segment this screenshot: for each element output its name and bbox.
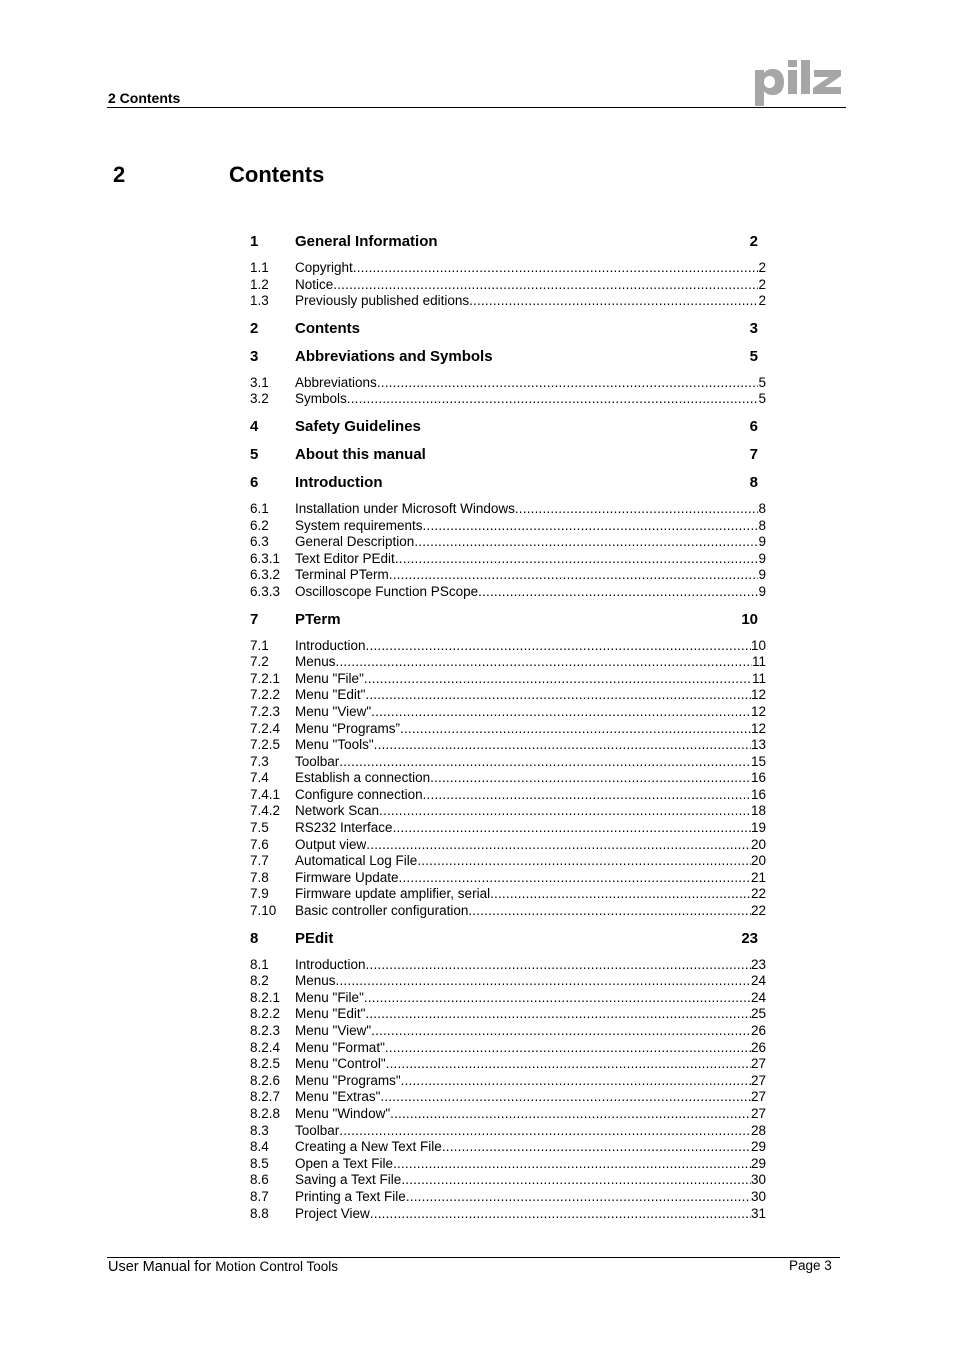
toc-chapter-entry bbox=[250, 232, 766, 251]
toc-dot-leader bbox=[423, 518, 759, 535]
toc-dot-leader bbox=[385, 1040, 751, 1057]
toc-dot-leader bbox=[406, 1189, 751, 1206]
toc-entry-page: 23 bbox=[750, 956, 766, 972]
toc-dot-leader bbox=[468, 903, 751, 920]
toc-section-entry bbox=[250, 687, 766, 704]
toc-section-entry bbox=[250, 721, 766, 738]
toc-entry-title: Notice bbox=[295, 276, 334, 292]
toc-section-entry bbox=[250, 1056, 766, 1073]
toc-section-entry bbox=[250, 957, 766, 974]
toc-entry-page: 21 bbox=[750, 869, 766, 885]
toc-entry-page: 24 bbox=[750, 989, 766, 1005]
toc-entry-number: 8.5 bbox=[250, 1155, 269, 1171]
toc-entry-title: Output view bbox=[295, 836, 367, 852]
toc-section-entry bbox=[250, 1172, 766, 1189]
toc-dot-leader bbox=[515, 501, 759, 518]
toc-entry-title: Introduction bbox=[295, 473, 383, 491]
toc-entry-title: About this manual bbox=[295, 445, 426, 463]
toc-entry-title: RS232 Interface bbox=[295, 820, 393, 836]
toc-chapter-entry bbox=[250, 319, 766, 338]
toc-entry-number: 7.4.2 bbox=[250, 803, 281, 819]
toc-entry-page: 9 bbox=[758, 534, 766, 550]
toc-entry-number: 8.2.6 bbox=[250, 1072, 281, 1088]
toc-dot-leader bbox=[386, 1056, 751, 1073]
toc-dot-leader bbox=[490, 886, 751, 903]
toc-entry-number: 6.3.1 bbox=[250, 550, 281, 566]
toc-entry-page: 2 bbox=[758, 260, 766, 275]
toc-entry-number: 1.3 bbox=[250, 293, 269, 309]
toc-section-entry bbox=[250, 837, 766, 854]
header-rule bbox=[107, 107, 846, 108]
toc-entry-number: 8.2.5 bbox=[250, 1056, 281, 1072]
toc-entry-title: System requirements bbox=[295, 517, 423, 533]
table-of-contents bbox=[250, 232, 766, 1222]
toc-entry-number: 2 bbox=[250, 319, 259, 337]
toc-entry-page: 7 bbox=[749, 445, 758, 463]
toc-dot-leader bbox=[339, 754, 751, 771]
toc-section-entry bbox=[250, 1023, 766, 1040]
toc-dot-leader bbox=[366, 837, 751, 854]
toc-entry-title: Menu "Edit" bbox=[295, 1006, 366, 1022]
toc-entry-number: 6.3.3 bbox=[250, 583, 281, 599]
toc-entry-title: Oscilloscope Function PScope bbox=[295, 583, 479, 599]
toc-entry-page: 2 bbox=[749, 233, 758, 250]
toc-dot-leader bbox=[339, 1123, 751, 1140]
toc-entry-page: 8 bbox=[758, 517, 766, 533]
toc-dot-leader bbox=[374, 737, 751, 754]
toc-entry-number: 8.1 bbox=[250, 956, 269, 972]
toc-entry-number: 7.4 bbox=[250, 770, 269, 786]
toc-section-entry bbox=[250, 973, 766, 990]
toc-dot-leader bbox=[417, 853, 751, 870]
toc-dot-leader bbox=[336, 654, 752, 671]
pilz-logo bbox=[752, 58, 844, 110]
running-header-section: 2 Contents bbox=[108, 90, 181, 106]
toc-entry-title: Menu "Format" bbox=[295, 1039, 385, 1055]
toc-section-entry bbox=[250, 654, 766, 671]
toc-entry-page: 8 bbox=[749, 473, 758, 491]
toc-section-entry bbox=[250, 1206, 766, 1223]
toc-entry-title: Toolbar bbox=[295, 1122, 340, 1138]
toc-entry-title: Creating a New Text File bbox=[295, 1139, 442, 1155]
toc-entry-number: 6 bbox=[250, 473, 259, 491]
toc-entry-page: 30 bbox=[750, 1172, 766, 1188]
toc-entry-title: General Description bbox=[295, 534, 415, 550]
toc-dot-leader bbox=[364, 990, 751, 1007]
toc-entry-number: 7.2 bbox=[250, 654, 269, 670]
toc-entry-number: 1 bbox=[250, 233, 259, 250]
toc-dot-leader bbox=[380, 1089, 751, 1106]
toc-entry-page: 23 bbox=[741, 929, 758, 947]
toc-entry-number: 7.9 bbox=[250, 886, 269, 902]
toc-entry-page: 31 bbox=[750, 1205, 766, 1221]
toc-section-entry bbox=[250, 567, 766, 584]
toc-entry-title: Terminal PTerm bbox=[295, 567, 389, 583]
toc-section-entry bbox=[250, 737, 766, 754]
toc-entry-title: Automatical Log File bbox=[295, 853, 418, 869]
toc-entry-page: 12 bbox=[750, 687, 766, 703]
toc-entry-number: 8.4 bbox=[250, 1139, 269, 1155]
toc-entry-title: Toolbar bbox=[295, 753, 340, 769]
toc-entry-number: 5 bbox=[250, 445, 259, 463]
toc-entry-number: 3.2 bbox=[250, 391, 269, 407]
toc-dot-leader bbox=[333, 277, 758, 294]
toc-dot-leader bbox=[365, 687, 751, 704]
toc-entry-title: Abbreviations and Symbols bbox=[295, 347, 493, 365]
toc-dot-leader bbox=[399, 870, 751, 887]
toc-dot-leader bbox=[442, 1139, 751, 1156]
toc-entry-title: Introduction bbox=[295, 956, 366, 972]
toc-entry-title: PEdit bbox=[295, 929, 334, 947]
footer-title-product: Motion Control Tools bbox=[215, 1259, 338, 1274]
toc-entry-number: 1.1 bbox=[250, 260, 269, 275]
toc-entry-page: 25 bbox=[750, 1006, 766, 1022]
toc-dot-leader bbox=[379, 803, 751, 820]
toc-entry-number: 6.1 bbox=[250, 500, 269, 516]
toc-entry-title: Installation under Microsoft Windows bbox=[295, 500, 515, 516]
toc-section-entry bbox=[250, 293, 766, 310]
toc-dot-leader bbox=[401, 1172, 751, 1189]
toc-section-entry bbox=[250, 277, 766, 294]
toc-section-entry bbox=[250, 1139, 766, 1156]
toc-entry-page: 22 bbox=[750, 903, 766, 919]
toc-entry-title: Menu "File" bbox=[295, 989, 364, 1005]
toc-entry-page: 11 bbox=[751, 670, 766, 686]
toc-entry-page: 26 bbox=[750, 1023, 766, 1038]
toc-section-entry bbox=[250, 1073, 766, 1090]
toc-section-entry bbox=[250, 770, 766, 787]
toc-section-entry bbox=[250, 260, 766, 277]
toc-entry-title: Firmware update amplifier, serial bbox=[295, 886, 491, 902]
toc-entry-title: Previously published editions bbox=[295, 293, 470, 309]
toc-entry-number: 6.3 bbox=[250, 534, 269, 550]
toc-dot-leader bbox=[366, 638, 751, 655]
toc-section-entry bbox=[250, 853, 766, 870]
toc-dot-leader bbox=[371, 1023, 751, 1040]
toc-entry-page: 16 bbox=[750, 786, 766, 802]
toc-entry-title: Saving a Text File bbox=[295, 1172, 402, 1188]
toc-entry-title: Menu "Extras" bbox=[295, 1089, 381, 1105]
toc-entry-number: 4 bbox=[250, 417, 259, 435]
toc-entry-number: 6.2 bbox=[250, 517, 269, 533]
toc-entry-page: 26 bbox=[750, 1039, 766, 1055]
toc-section-entry bbox=[250, 1040, 766, 1057]
toc-chapter-entry bbox=[250, 445, 766, 464]
toc-entry-title: Menu "Control" bbox=[295, 1056, 386, 1072]
toc-entry-page: 8 bbox=[758, 500, 766, 516]
toc-dot-leader bbox=[469, 293, 758, 310]
toc-section-entry bbox=[250, 501, 766, 518]
toc-entry-page: 9 bbox=[758, 583, 766, 599]
toc-entry-number: 8.2.3 bbox=[250, 1023, 281, 1038]
toc-entry-number: 7.4.1 bbox=[250, 786, 281, 802]
toc-dot-leader bbox=[353, 260, 759, 277]
toc-entry-page: 3 bbox=[749, 319, 758, 337]
toc-entry-title: Establish a connection bbox=[295, 770, 431, 786]
toc-entry-page: 5 bbox=[758, 391, 766, 407]
toc-entry-page: 20 bbox=[750, 853, 766, 869]
toc-section-entry bbox=[250, 1189, 766, 1206]
toc-entry-number: 8.3 bbox=[250, 1122, 269, 1138]
toc-entry-page: 27 bbox=[750, 1089, 766, 1105]
toc-entry-title: Symbols bbox=[295, 391, 347, 407]
toc-entry-number: 3 bbox=[250, 347, 259, 365]
toc-chapter-entry bbox=[250, 929, 766, 948]
toc-dot-leader bbox=[365, 1006, 751, 1023]
toc-entry-page: 12 bbox=[750, 720, 766, 736]
toc-entry-title: Configure connection bbox=[295, 786, 423, 802]
toc-entry-number: 3.1 bbox=[250, 374, 269, 390]
toc-entry-title: Basic controller configuration bbox=[295, 903, 469, 919]
toc-entry-page: 22 bbox=[750, 886, 766, 902]
toc-dot-leader bbox=[371, 704, 751, 721]
toc-section-entry bbox=[250, 820, 766, 837]
toc-entry-number: 7.2.2 bbox=[250, 687, 281, 703]
toc-entry-number: 8.2.7 bbox=[250, 1089, 281, 1105]
toc-section-entry bbox=[250, 1123, 766, 1140]
toc-entry-number: 7.1 bbox=[250, 637, 269, 653]
toc-entry-page: 27 bbox=[750, 1056, 766, 1072]
toc-entry-number: 7.3 bbox=[250, 753, 269, 769]
toc-entry-title: Contents bbox=[295, 319, 360, 337]
toc-entry-page: 6 bbox=[749, 417, 758, 435]
toc-dot-leader bbox=[393, 1156, 751, 1173]
toc-dot-leader bbox=[377, 375, 759, 392]
toc-entry-number: 7.2.4 bbox=[250, 720, 281, 736]
toc-entry-title: Project View bbox=[295, 1205, 370, 1221]
toc-dot-leader bbox=[423, 787, 751, 804]
footer-page-number: Page 3 bbox=[789, 1258, 832, 1273]
toc-dot-leader bbox=[414, 534, 758, 551]
toc-entry-number: 7 bbox=[250, 610, 259, 628]
toc-entry-title: Introduction bbox=[295, 637, 366, 653]
toc-chapter-entry bbox=[250, 347, 766, 366]
toc-dot-leader bbox=[478, 584, 758, 601]
toc-entry-number: 7.7 bbox=[250, 853, 269, 869]
toc-entry-title: Menu "View" bbox=[295, 1023, 372, 1038]
toc-entry-title: Menus bbox=[295, 973, 336, 989]
toc-entry-number: 7.2.3 bbox=[250, 703, 281, 719]
toc-section-entry bbox=[250, 638, 766, 655]
toc-dot-leader bbox=[400, 721, 751, 738]
toc-dot-leader bbox=[370, 1206, 751, 1223]
toc-dot-leader bbox=[390, 1106, 751, 1123]
toc-entry-title: Copyright bbox=[295, 260, 353, 275]
toc-entry-number: 7.2.5 bbox=[250, 737, 281, 753]
toc-dot-leader bbox=[336, 973, 751, 990]
toc-entry-title: Open a Text File bbox=[295, 1155, 394, 1171]
toc-entry-title: Menu "Window" bbox=[295, 1105, 391, 1121]
toc-entry-page: 5 bbox=[749, 347, 758, 365]
toc-entry-page: 29 bbox=[750, 1139, 766, 1155]
toc-dot-leader bbox=[401, 1073, 751, 1090]
toc-entry-title: Menu "View" bbox=[295, 703, 372, 719]
toc-entry-page: 2 bbox=[758, 293, 766, 309]
toc-entry-title: Menu "Programs" bbox=[295, 1072, 401, 1088]
toc-section-entry bbox=[250, 1156, 766, 1173]
toc-entry-title: Printing a Text File bbox=[295, 1188, 406, 1204]
toc-dot-leader bbox=[347, 391, 759, 408]
toc-entry-page: 16 bbox=[750, 770, 766, 786]
toc-entry-page: 28 bbox=[750, 1122, 766, 1138]
toc-entry-page: 15 bbox=[750, 753, 766, 769]
toc-dot-leader bbox=[364, 671, 752, 688]
toc-entry-page: 24 bbox=[750, 973, 766, 989]
toc-entry-number: 7.8 bbox=[250, 869, 269, 885]
toc-entry-page: 29 bbox=[750, 1155, 766, 1171]
toc-dot-leader bbox=[389, 567, 759, 584]
toc-dot-leader bbox=[393, 820, 751, 837]
toc-section-entry bbox=[250, 903, 766, 920]
toc-entry-page: 11 bbox=[751, 654, 766, 670]
toc-entry-title: Abbreviations bbox=[295, 374, 377, 390]
toc-entry-number: 8.2.8 bbox=[250, 1105, 281, 1121]
toc-section-entry bbox=[250, 584, 766, 601]
toc-chapter-entry bbox=[250, 610, 766, 629]
toc-entry-number: 8.7 bbox=[250, 1188, 269, 1204]
toc-dot-leader bbox=[366, 957, 751, 974]
toc-entry-page: 27 bbox=[750, 1072, 766, 1088]
toc-entry-title: Menus bbox=[295, 654, 336, 670]
footer-rule bbox=[107, 1257, 840, 1258]
toc-section-entry bbox=[250, 391, 766, 408]
footer-title-main: User Manual for bbox=[108, 1259, 216, 1275]
toc-section-entry bbox=[250, 787, 766, 804]
toc-entry-title: Network Scan bbox=[295, 803, 380, 819]
toc-section-entry bbox=[250, 803, 766, 820]
toc-entry-number: 8.2.4 bbox=[250, 1039, 281, 1055]
toc-section-entry bbox=[250, 534, 766, 551]
toc-section-entry bbox=[250, 518, 766, 535]
toc-section-entry bbox=[250, 870, 766, 887]
toc-chapter-entry bbox=[250, 473, 766, 492]
toc-entry-number: 8.2.1 bbox=[250, 989, 281, 1005]
toc-entry-page: 9 bbox=[758, 550, 766, 566]
toc-entry-title: Safety Guidelines bbox=[295, 417, 421, 435]
toc-entry-number: 8.8 bbox=[250, 1205, 269, 1221]
toc-entry-number: 7.6 bbox=[250, 836, 269, 852]
toc-section-entry bbox=[250, 1106, 766, 1123]
chapter-number: 2 bbox=[113, 162, 126, 187]
footer-document-title bbox=[108, 1259, 338, 1275]
toc-entry-number: 6.3.2 bbox=[250, 567, 281, 583]
toc-section-entry bbox=[250, 671, 766, 688]
toc-entry-title: Menu “Programs” bbox=[295, 720, 401, 736]
toc-section-entry bbox=[250, 1006, 766, 1023]
toc-entry-page: 27 bbox=[750, 1105, 766, 1121]
toc-entry-page: 5 bbox=[758, 374, 766, 390]
toc-entry-page: 20 bbox=[750, 836, 766, 852]
toc-entry-title: Text Editor PEdit bbox=[295, 550, 395, 566]
toc-section-entry bbox=[250, 990, 766, 1007]
toc-entry-page: 2 bbox=[758, 276, 766, 292]
toc-section-entry bbox=[250, 886, 766, 903]
toc-entry-title: Menu "Edit" bbox=[295, 687, 366, 703]
toc-entry-number: 1.2 bbox=[250, 276, 269, 292]
toc-section-entry bbox=[250, 1089, 766, 1106]
toc-entry-title: General Information bbox=[295, 233, 438, 250]
toc-entry-title: Menu "Tools" bbox=[295, 737, 374, 753]
toc-section-entry bbox=[250, 704, 766, 721]
toc-entry-title: Firmware Update bbox=[295, 869, 399, 885]
toc-entry-number: 8.2 bbox=[250, 973, 269, 989]
toc-dot-leader bbox=[430, 770, 751, 787]
toc-entry-title: Menu "File" bbox=[295, 670, 364, 686]
toc-entry-title: PTerm bbox=[295, 610, 341, 628]
toc-entry-page: 13 bbox=[750, 737, 766, 753]
toc-entry-page: 10 bbox=[741, 610, 758, 628]
toc-dot-leader bbox=[395, 551, 759, 568]
toc-chapter-entry bbox=[250, 417, 766, 436]
toc-section-entry bbox=[250, 551, 766, 568]
toc-entry-number: 8.2.2 bbox=[250, 1006, 281, 1022]
toc-entry-page: 10 bbox=[750, 637, 766, 653]
toc-entry-page: 30 bbox=[750, 1188, 766, 1204]
toc-entry-number: 8.6 bbox=[250, 1172, 269, 1188]
toc-section-entry bbox=[250, 375, 766, 392]
toc-entry-page: 19 bbox=[750, 820, 766, 836]
toc-entry-number: 7.2.1 bbox=[250, 670, 281, 686]
toc-entry-page: 18 bbox=[750, 803, 766, 819]
toc-entry-number: 7.5 bbox=[250, 820, 269, 836]
toc-entry-number: 8 bbox=[250, 929, 259, 947]
toc-entry-page: 12 bbox=[750, 703, 766, 719]
toc-section-entry bbox=[250, 754, 766, 771]
toc-entry-page: 9 bbox=[758, 567, 766, 583]
chapter-title: Contents bbox=[229, 162, 325, 187]
toc-entry-number: 7.10 bbox=[250, 903, 277, 919]
